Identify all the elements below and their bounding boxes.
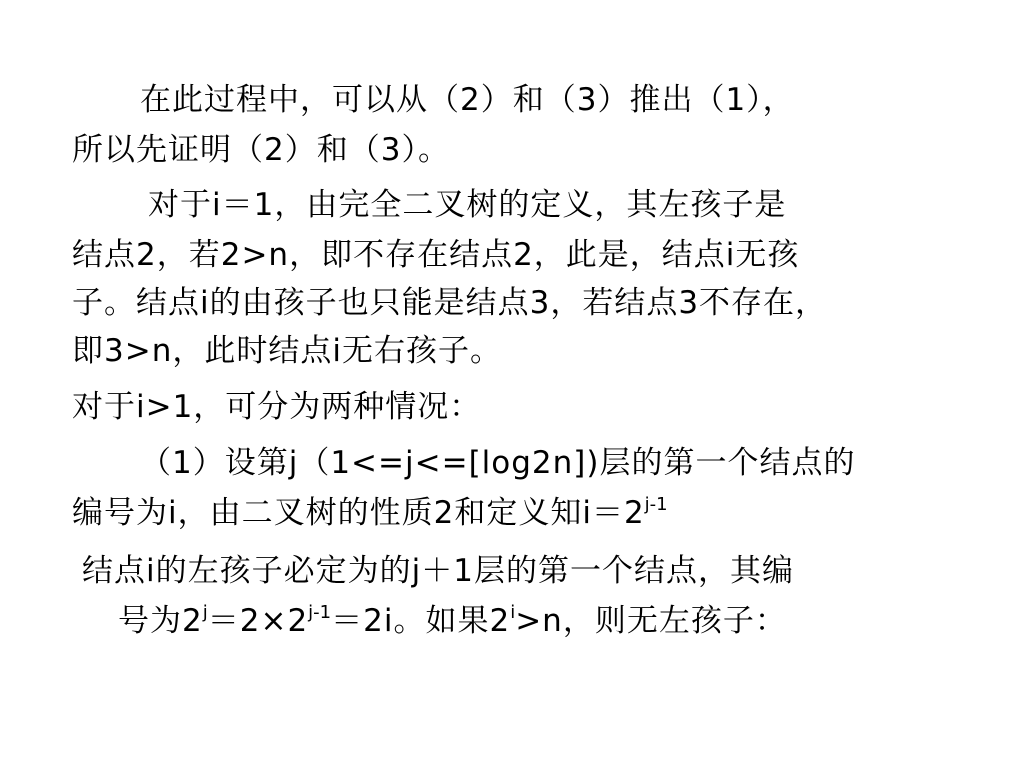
- paragraph2-line2: 结点2，若2>n，即不存在结点2，此是，结点i无孩: [72, 237, 800, 273]
- paragraph5-line1: 结点i的左孩子必定为的j＋1层的第一个结点，其编: [82, 553, 794, 589]
- paragraph5-line2-part-c: ＝2i。如果2: [331, 603, 511, 639]
- paragraph5-line2-part-d: >n，则无左孩子：: [515, 603, 787, 639]
- exponent-j: j: [202, 602, 208, 623]
- paragraph5-line2: [118, 601, 787, 641]
- paragraph1-line2: 所以先证明（2）和（3）。: [72, 132, 450, 168]
- paragraph5-line2-part-b: ＝2×2: [207, 603, 309, 639]
- exponent-i: i: [510, 602, 516, 623]
- paragraph2-line4: 即3>n，此时结点i无右孩子。: [72, 333, 502, 369]
- paragraph4-line2-text: 编号为i，由二叉树的性质2和定义知i＝2: [72, 495, 645, 531]
- paragraph2-line3: 子。结点i的由孩子也只能是结点3，若结点3不存在，: [72, 285, 828, 321]
- exponent-j-minus-1: j-1: [308, 602, 332, 623]
- paragraph5-line2-part-a: 号为2: [118, 603, 203, 639]
- paragraph4-line2: [72, 493, 668, 533]
- paragraph3-line1: 对于i>1，可分为两种情况：: [72, 389, 482, 425]
- paragraph1-line1: 在此过程中，可以从（2）和（3）推出（1），: [140, 82, 795, 118]
- paragraph2-line1: 对于i＝1，由完全二叉树的定义，其左孩子是: [148, 187, 787, 223]
- paragraph4-line1: （1）设第j（1<=j<=[log2n])层的第一个结点的: [140, 445, 856, 481]
- exponent-j-minus-1: j-1: [644, 494, 668, 515]
